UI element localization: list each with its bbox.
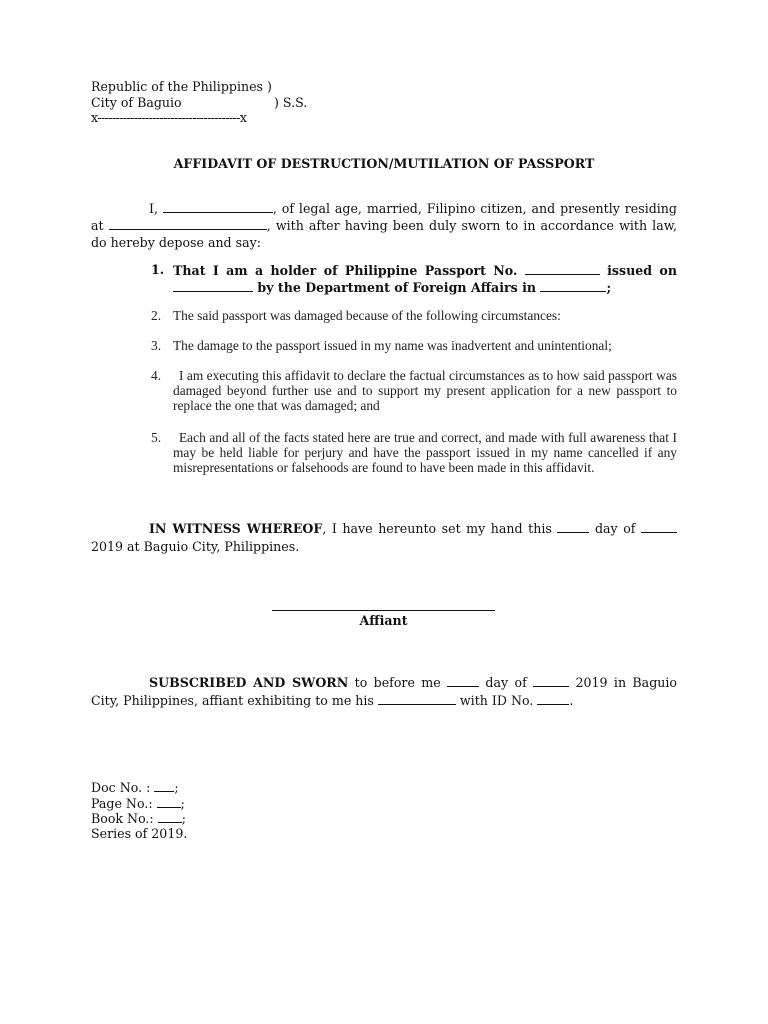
page-number-blank <box>157 796 181 808</box>
issue-place-blank <box>540 280 606 292</box>
jurat-day-blank <box>447 675 479 687</box>
jurat-paragraph: SUBSCRIBED AND SWORN to before me day of 2019 in Baguio City, Philippines, affiant exhibiting to me his with ID No. . <box>91 675 677 708</box>
venue-line-1: Republic of the Philippines ) <box>91 79 272 94</box>
venue-separator: x---------------------------------------x <box>91 110 247 125</box>
book-number-line: Book No.: ; <box>91 811 186 826</box>
city-label: City of Baguio <box>91 95 182 110</box>
jurat-month-blank <box>533 675 569 687</box>
intro-paragraph: I, , of legal age, married, Filipino citizen, and presently residing at , with after having been duly sworn to in accordance with law, do hereby depose and say: <box>91 201 678 250</box>
signature-line <box>272 610 495 611</box>
ss-label: ) S.S. <box>274 95 308 110</box>
name-blank <box>163 201 273 213</box>
page-number-line: Page No.: ; <box>91 796 185 811</box>
issue-date-blank <box>173 280 253 292</box>
series-line: Series of 2019. <box>91 826 188 841</box>
id-number-blank <box>537 693 569 705</box>
doc-number-line: Doc No. : ; <box>91 780 179 795</box>
witness-day-blank <box>557 521 589 533</box>
affiant-label: Affiant <box>359 613 408 628</box>
witness-paragraph: IN WITNESS WHEREOF, I have hereunto set my hand this day of 2019 at Baguio City, Philippines. <box>91 520 677 556</box>
witness-month-blank <box>641 521 677 533</box>
id-type-blank <box>378 693 456 705</box>
doc-number-blank <box>154 780 174 792</box>
book-number-blank <box>158 811 182 823</box>
venue-line-2 <box>91 95 311 110</box>
residence-blank <box>109 218 267 230</box>
document-title: AFFIDAVIT OF DESTRUCTION/MUTILATION OF PASSPORT <box>173 156 595 171</box>
passport-number-blank <box>525 263 600 275</box>
